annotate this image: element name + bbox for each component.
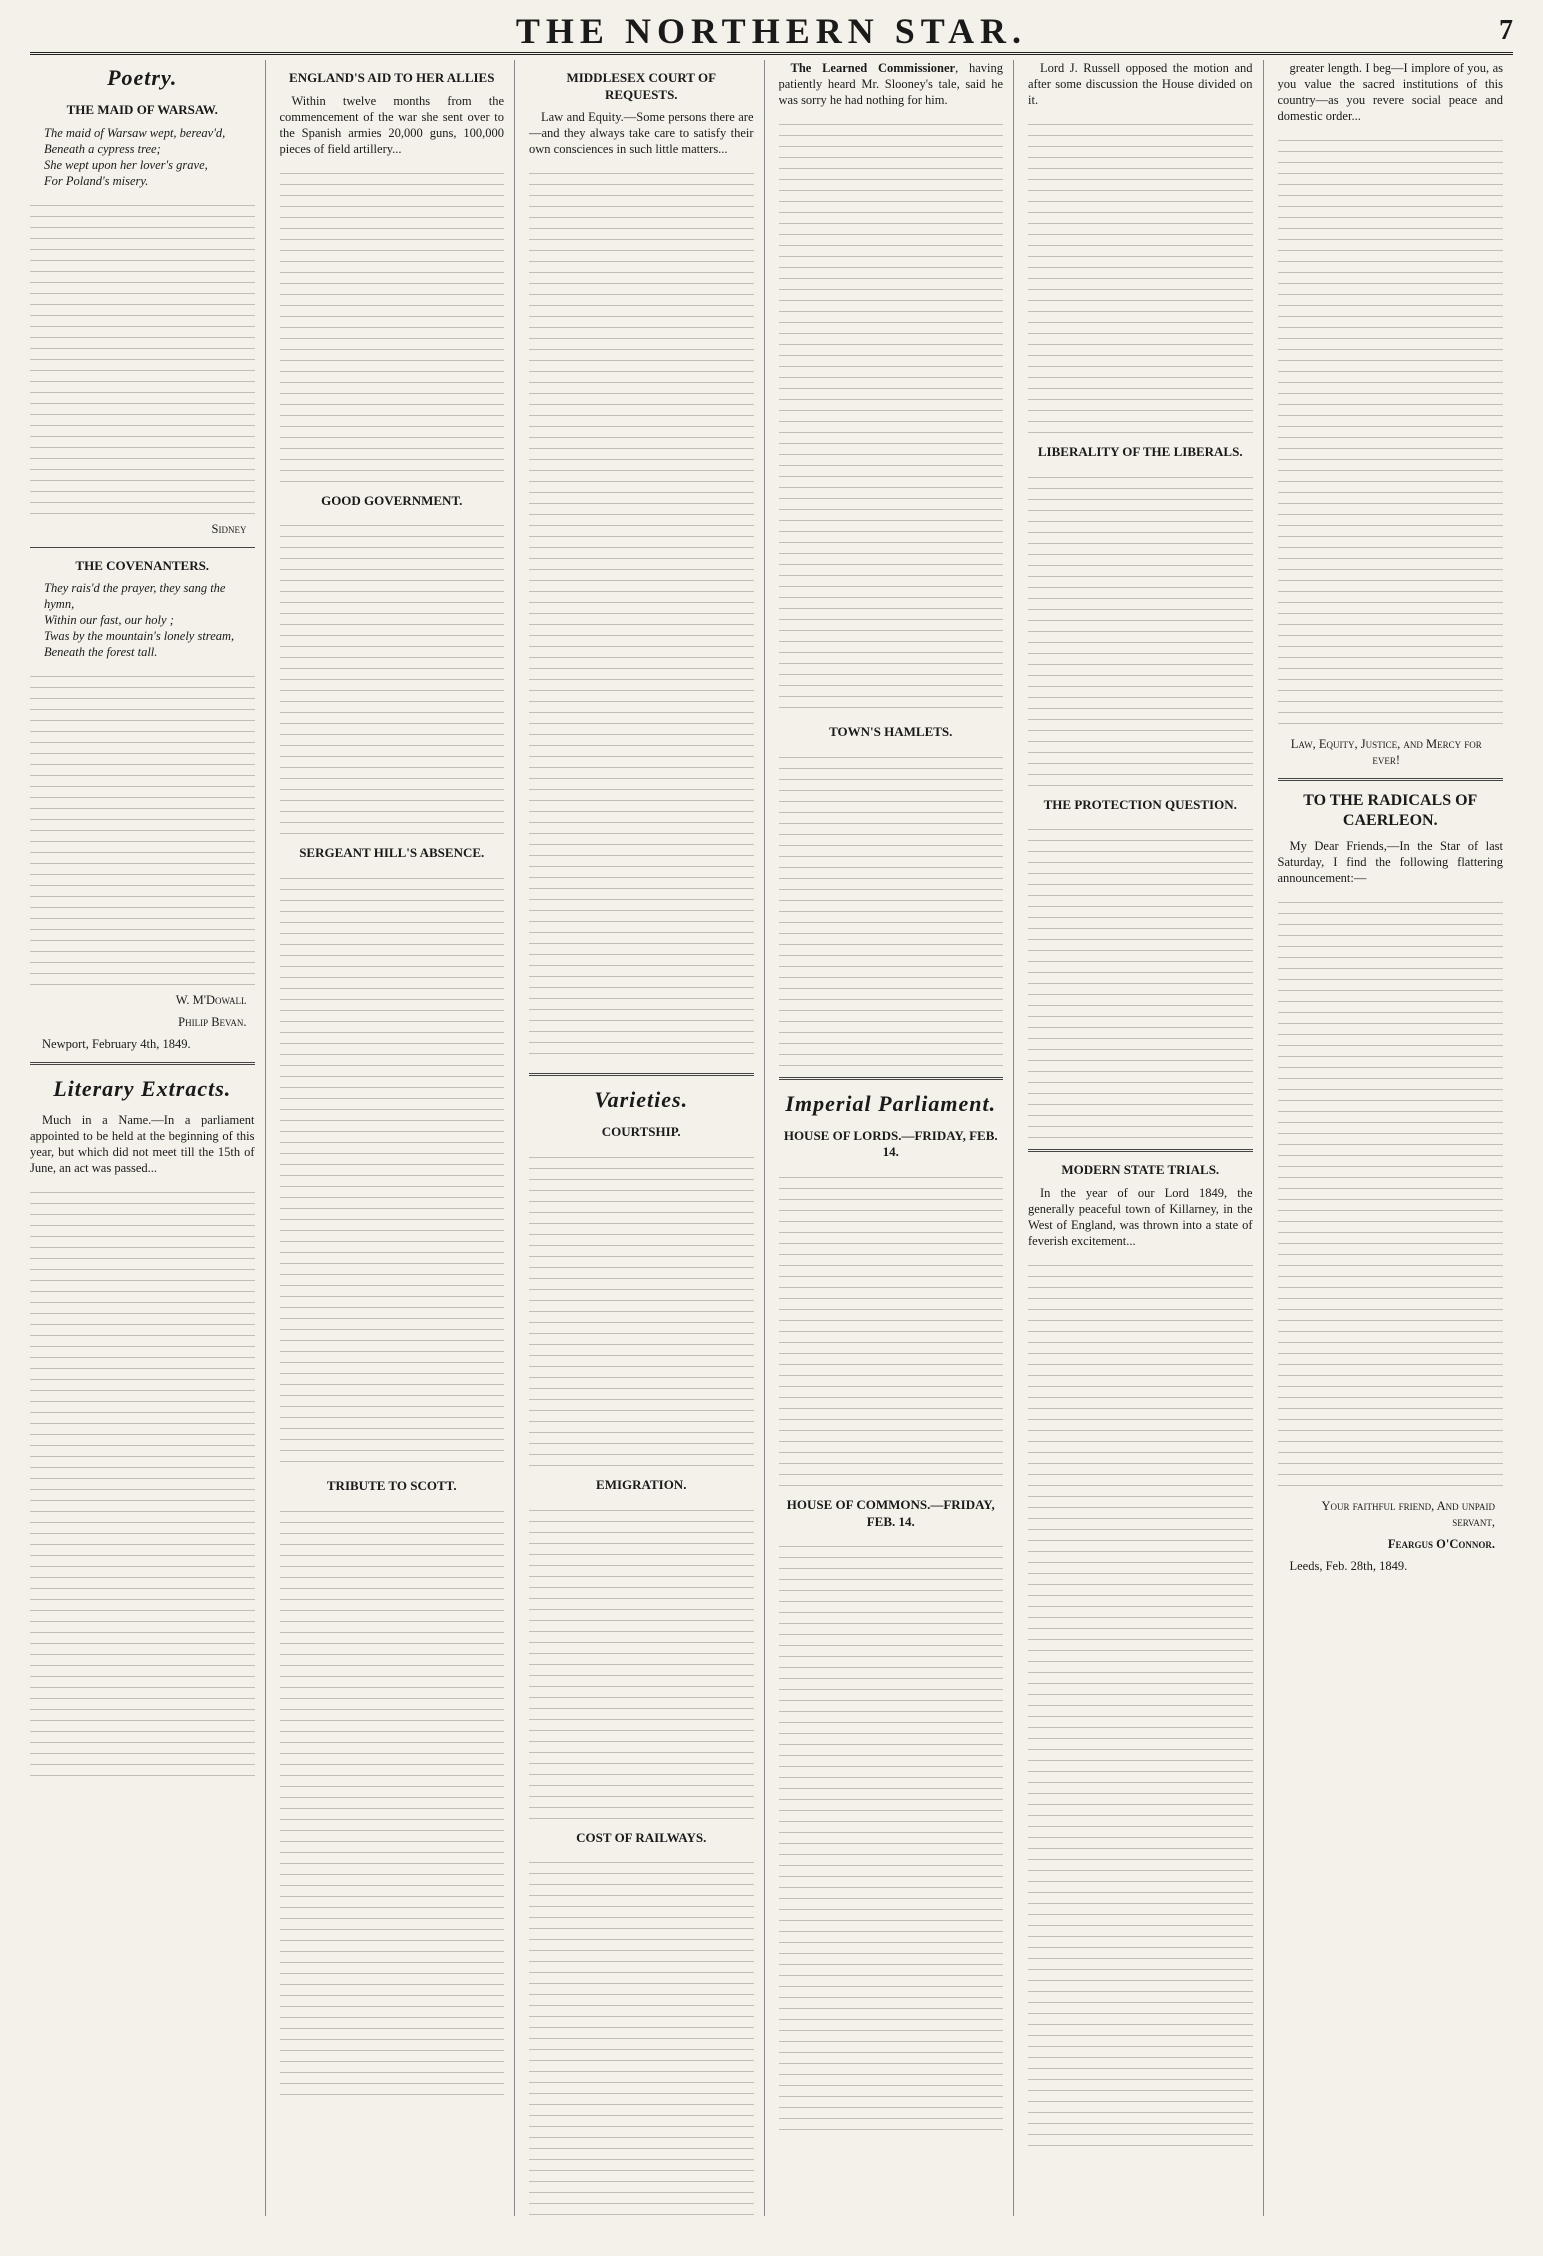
article-paragraph: Much in a Name.—In a parliament appointed to be held at the beginning of this year, but which did not meet till the 15th of June, an act was passed...	[30, 1112, 255, 1175]
column-1	[30, 60, 266, 2216]
section-heading-trials: MODERN STATE TRIALS.	[1061, 1162, 1220, 1178]
text-block	[1028, 114, 1253, 434]
item-heading: TOWN'S HAMLETS.	[829, 724, 953, 739]
item-heading: GOOD GOVERNMENT.	[321, 492, 463, 508]
dateline: Leeds, Feb. 28th, 1849.	[1289, 1558, 1408, 1573]
sub-heading-lords: HOUSE OF LORDS.—FRIDAY, FEB. 14.	[783, 1127, 998, 1160]
poem-verse: The maid of Warsaw wept, bereav'd, Beneath a cypress tree; She wept upon her lover's grave, For Poland's misery.	[44, 125, 226, 188]
item-heading: COST OF RAILWAYS.	[576, 1829, 707, 1845]
text-block	[529, 1500, 754, 1820]
divider	[1028, 1149, 1253, 1152]
text-block	[529, 1147, 754, 1467]
newspaper-title: THE NORTHERN STAR.	[515, 11, 1028, 51]
article-heading: MIDDLESEX COURT OF REQUESTS.	[566, 70, 717, 102]
divider	[529, 1073, 754, 1076]
item-heading: EMIGRATION.	[596, 1477, 687, 1493]
item-heading: SERGEANT HILL'S ABSENCE.	[299, 845, 485, 861]
poem-verse: They rais'd the prayer, they sang the hymn, Within our fast, our holy ; Twas by the mountain's lonely stream, Beneath the forest tall.	[44, 581, 235, 660]
poem-attribution: Sidney	[211, 521, 247, 536]
text-block	[280, 515, 505, 835]
letter-author: Feargus O'Connor.	[1387, 1536, 1495, 1551]
page-number: 7	[1499, 15, 1513, 46]
text-block	[1278, 130, 1504, 730]
section-heading-letter: TO THE RADICALS OF CAERLEON.	[1303, 792, 1478, 830]
article-heading: Lord J. Russell opposed the motion	[1040, 61, 1229, 75]
dateline: Newport, February 4th, 1849.	[42, 1037, 191, 1052]
text-block	[779, 1167, 1004, 1487]
text-block	[529, 1852, 754, 2216]
item-heading: LIBERALITY OF THE LIBERALS.	[1037, 444, 1243, 459]
article-paragraph: greater length. I beg—I implore of you, as you value the sacred institutions of this country—as you revere social peace and domestic order...	[1277, 61, 1503, 123]
columns	[30, 60, 1513, 2216]
poem-attribution: Philip Bevan.	[178, 1015, 247, 1030]
section-heading-parliament: Imperial Parliament.	[785, 1090, 997, 1116]
poem-title: THE COVENANTERS.	[75, 557, 210, 573]
text-block	[779, 747, 1004, 1067]
text-block	[30, 666, 255, 986]
section-heading-literary: Literary Extracts.	[53, 1076, 232, 1102]
letter-signature: Your faithful friend, And unpaid servant,	[1321, 1498, 1495, 1529]
article-paragraph: In the year of our Lord 1849, the generally peaceful town of Killarney, in the West of England, was thrown into a state of feverish excitement...	[1028, 1185, 1253, 1248]
article-paragraph: and after some discussion the House divided on it.	[1028, 61, 1253, 107]
item-heading: TRIBUTE TO SCOTT.	[326, 1477, 457, 1493]
text-block	[280, 1501, 505, 2101]
article-heading: ENGLAND'S AID TO HER ALLIES	[289, 70, 495, 85]
column-4: The Learned Commissioner, having patiently heard Mr. Slooney's tale, said he was sorry he had nothing for him. TOWN'S HAMLETS. Imperial Parliament. HOUSE OF LORDS.—FRIDAY, FEB. 14. HOUSE OF COMMONS.—FRIDAY, FEB. 14.	[779, 60, 1015, 2216]
closing-line: Law, Equity, Justice, and Mercy for ever!	[1290, 737, 1482, 767]
item-heading: THE PROTECTION QUESTION.	[1043, 796, 1237, 812]
divider	[30, 547, 255, 548]
article-paragraph: Law and Equity.—Some persons there are—and they always take care to satisfy their own consciences in such little matters...	[529, 110, 754, 157]
text-block	[529, 163, 754, 1063]
text-block	[1028, 1255, 1253, 2155]
column-3	[529, 60, 765, 2216]
masthead	[30, 10, 1513, 55]
section-heading-poetry: Poetry.	[107, 65, 178, 90]
text-block	[30, 195, 255, 515]
text-block	[779, 1536, 1004, 2136]
text-block	[30, 1182, 255, 1782]
poem-attribution: W. M'Dowall	[175, 993, 247, 1008]
letter-salutation: My Dear Friends,—In the Star of last Saturday, I find the following flattering announcement:—	[1277, 838, 1503, 885]
divider	[779, 1077, 1004, 1080]
item-heading: COURTSHIP.	[601, 1124, 681, 1140]
column-2	[280, 60, 516, 2216]
text-block	[779, 114, 1004, 714]
text-block	[280, 868, 505, 1468]
text-block	[280, 163, 505, 483]
divider	[1278, 778, 1504, 781]
sub-heading-commons: HOUSE OF COMMONS.—FRIDAY, FEB. 14.	[786, 1497, 995, 1529]
text-block	[1278, 892, 1504, 1492]
column-6	[1278, 60, 1514, 2216]
article-paragraph: having patiently heard Mr. Slooney's tale, said he was sorry he had nothing for him.	[778, 61, 1003, 107]
article-heading: The Learned Commissioner	[790, 61, 956, 75]
section-heading-varieties: Varieties.	[594, 1087, 689, 1113]
text-block	[1028, 467, 1253, 787]
article-paragraph: Within twelve months from the commencement of the war she sent over to the Spanish armies 20,000 guns, 100,000 pieces of field artillery...	[279, 93, 504, 156]
divider	[30, 1062, 255, 1065]
text-block	[1028, 819, 1253, 1139]
poem-title: THE MAID OF WARSAW.	[66, 102, 218, 118]
column-5	[1028, 60, 1264, 2216]
